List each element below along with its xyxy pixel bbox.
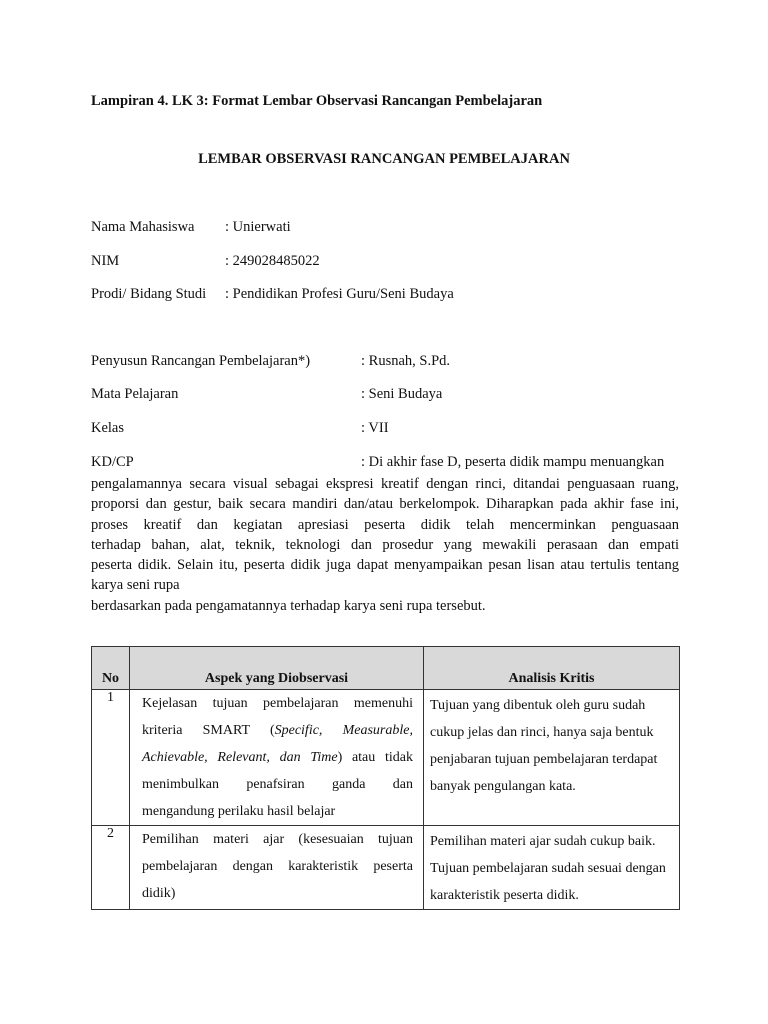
kdcp-line: berdasarkan pada pengamatannya terhadap karya seni rupa tersebut. bbox=[91, 597, 486, 614]
row-number: 1 bbox=[92, 690, 130, 826]
prodi-value: : Pendidikan Profesi Guru/Seni Budaya bbox=[225, 286, 454, 302]
student-name-label: Nama Mahasiswa bbox=[91, 219, 195, 235]
nim-value: : 249028485022 bbox=[225, 253, 320, 269]
row-aspek bbox=[130, 690, 424, 826]
prodi-label: Prodi/ Bidang Studi bbox=[91, 286, 207, 302]
aspek-text: Pemilihan materi ajar (kesesuaian tujuan pembelajaran dengan karakteristik peserta didik) bbox=[142, 832, 413, 901]
document-title: LEMBAR OBSERVASI RANCANGAN PEMBELAJARAN bbox=[198, 151, 570, 167]
table-header-row bbox=[92, 647, 680, 690]
row-number: 2 bbox=[92, 826, 130, 910]
author-label: Penyusun Rancangan Pembelajaran*) bbox=[91, 353, 311, 369]
appendix-title: Lampiran 4. LK 3: Format Lembar Observasi Rancangan Pembelajaran bbox=[91, 93, 543, 109]
header-analisis: Analisis Kritis bbox=[424, 647, 680, 690]
observation-table bbox=[91, 646, 680, 910]
table-row bbox=[92, 690, 680, 826]
class-value: : VII bbox=[361, 420, 389, 436]
header-no: No bbox=[92, 647, 130, 690]
row-analisis: Tujuan yang dibentuk oleh guru sudah cukup jelas dan rinci, hanya saja bentuk penjabaran tujuan pembelajaran terdapat banyak pengulangan kata. bbox=[424, 690, 680, 826]
class-label: Kelas bbox=[91, 420, 125, 436]
subject-label: Mata Pelajaran bbox=[91, 386, 179, 402]
kdcp-line: terhadap bahan, alat, teknik, teknologi dan prosedur yang mewakili perasaan dan empati bbox=[91, 536, 679, 553]
aspek-text-end: ) atau tidak menimbulkan penafsiran ganda dan mengandung perilaku hasil belajar bbox=[142, 750, 413, 819]
table-row bbox=[92, 826, 680, 910]
kdcp-line: pengalamannya secara visual sebagai ekspresi kreatif dengan rinci, ditandai penguasaan ruang, bbox=[91, 476, 679, 492]
kdcp-line: karya seni rupa bbox=[91, 577, 180, 594]
nim-label: NIM bbox=[91, 253, 120, 269]
kdcp-label: KD/CP bbox=[91, 454, 134, 470]
author-value: : Rusnah, S.Pd. bbox=[361, 353, 451, 369]
student-name-value: : Unierwati bbox=[225, 219, 291, 235]
kdcp-line: proses kreatif dan kegiatan apresiasi peserta didik telah mencerminkan penguasaan bbox=[91, 516, 679, 533]
kdcp-line: peserta didik. Selain itu, peserta didik juga dapat menyampaikan pesan lisan atau tertulis tentang bbox=[91, 557, 679, 574]
analisis-text: Pemilihan materi ajar sudah cukup baik. Tujuan pembelajaran sudah sesuai dengan karakteristik peserta didik. bbox=[430, 834, 666, 903]
row-aspek bbox=[130, 826, 424, 910]
kdcp-line: proporsi dan gestur, baik secara mandiri dan/atau berkelompok. Diharapkan pada akhir fase ini, bbox=[91, 496, 679, 513]
header-aspek: Aspek yang Diobservasi bbox=[130, 647, 424, 690]
kdcp-value: : Di akhir fase D, peserta didik mampu menuangkan bbox=[361, 454, 665, 470]
row-analisis bbox=[424, 826, 680, 910]
aspek-text: Kejelasan tujuan pembelajaran memenuhi kriteria SMART ( bbox=[142, 696, 413, 738]
kdcp-paragraph bbox=[91, 474, 679, 616]
subject-value: : Seni Budaya bbox=[361, 386, 443, 402]
aspek-italic-text: Specific, Measurable, Achievable, Relevant, dan Time bbox=[142, 723, 413, 765]
